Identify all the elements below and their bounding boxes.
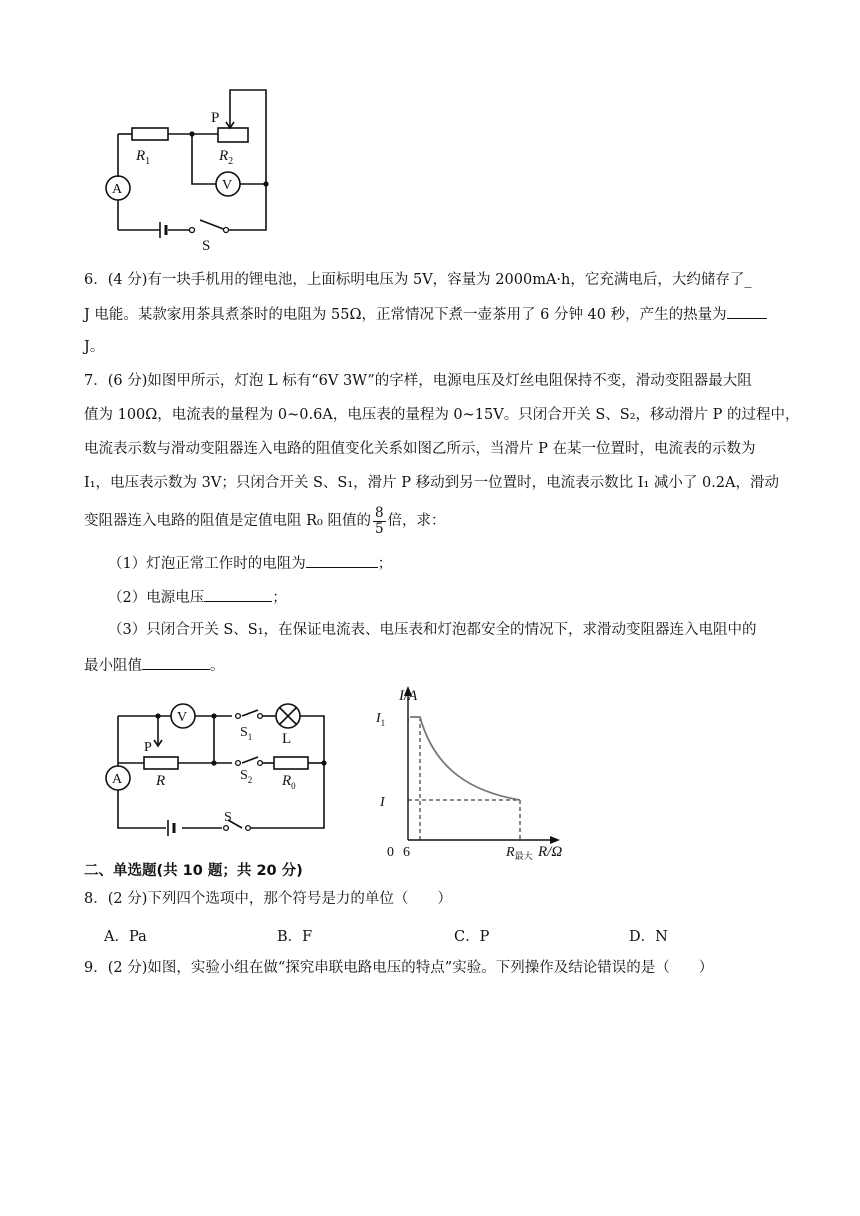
q6-line-1: 6．(4 分)有一块手机用的锂电池，上面标明电压为 5V，容量为 2000mA·h，它充满电后，大约储存了_ xyxy=(84,272,752,288)
svg-text:L: L xyxy=(282,731,292,747)
current-resistance-graph xyxy=(370,680,570,860)
svg-text:I1: $I_1$ xyxy=(376,711,386,728)
q8-option-a[interactable]: A．Pa xyxy=(104,929,147,945)
current-curve xyxy=(410,717,520,800)
rheostat-r2 xyxy=(218,128,248,142)
label-r2: R xyxy=(219,148,229,164)
q7-sub-1: （1）灯泡正常工作时的电阻为 ； xyxy=(108,552,838,574)
ammeter-label: A xyxy=(112,182,123,197)
q6-line-3: J。 xyxy=(84,339,105,355)
q9-stem: 9．(2 分)如图，实验小组在做“探究串联电路电压的特点”实验。下列操作及结论错误的是（ ） xyxy=(84,960,714,976)
svg-text:R0: $R_0$ xyxy=(282,773,296,791)
section-heading: 二、单选题(共 10 题；共 20 分) xyxy=(84,863,303,879)
svg-text:0: 0 xyxy=(387,845,394,860)
answer-blank-2[interactable] xyxy=(204,586,272,602)
svg-text:V: V xyxy=(177,710,188,725)
svg-text:I/A: I/A xyxy=(399,688,418,704)
svg-text:S1: $S_1$ xyxy=(240,725,253,742)
svg-text:I: I xyxy=(380,795,385,810)
q8-option-d[interactable]: D．N xyxy=(629,929,668,945)
resistor-r0 xyxy=(274,757,308,769)
q7-line-5: 变阻器连入电路的阻值是定值电阻 R₀ 阻值的 $\frac{8}{5}$ 倍，求： xyxy=(84,504,446,537)
label-s: S xyxy=(202,238,211,254)
fraction-8-5: $\frac{8}{5}$ xyxy=(374,504,384,537)
q7-sub-2: （2）电源电压 ； xyxy=(108,586,838,608)
svg-text:S2: $S_2$ xyxy=(240,768,253,785)
svg-text:R/Ω: R/Ω xyxy=(538,844,563,860)
svg-text:R: R xyxy=(156,773,166,789)
svg-text:R1: $R_1$ xyxy=(136,148,151,167)
rheostat-r xyxy=(144,757,178,769)
q6-line-2: J 电能。某款家用茶具煮茶时的电阻为 55Ω，正常情况下煮一壶茶用了 6 分钟 40 秒，产生的热量为 xyxy=(84,303,814,325)
label-r1: R xyxy=(136,148,146,164)
voltmeter-label: V xyxy=(222,178,233,193)
q7-line-2: 值为 100Ω，电流表的量程为 0~0.6A，电压表的量程为 0~15V。只闭合开关 S、S₂，移动滑片 P 的过程中， xyxy=(84,407,800,423)
q7-sub-3-cont: 最小阻值 。 xyxy=(84,654,814,676)
circuit-diagram-2 xyxy=(102,696,338,838)
svg-text:S: S xyxy=(224,810,232,825)
q7-sub-3: （3）只闭合开关 S、S₁，在保证电流表、电压表和灯泡都安全的情况下，求滑动变阻器连入电阻中的 xyxy=(108,622,757,638)
circuit-diagram-1 xyxy=(100,84,290,254)
answer-blank-heat[interactable] xyxy=(727,303,767,319)
svg-text:R最大: $R_{最大}$ xyxy=(506,845,533,860)
resistor-r1 xyxy=(132,128,168,140)
q7-line-4: I₁，电压表示数为 3V；只闭合开关 S、S₁，滑片 P 移动到另一位置时，电流表示数比 I₁ 减小了 0.2A，滑动 xyxy=(84,475,780,491)
svg-text:R2: $R_2$ xyxy=(219,148,234,167)
svg-text:A: A xyxy=(112,772,123,787)
q8-option-b[interactable]: B．F xyxy=(277,929,313,945)
label-p: P xyxy=(211,110,220,126)
q8-stem: 8．(2 分)下列四个选项中，那个符号是力的单位（ ） xyxy=(84,891,452,907)
svg-text:P: P xyxy=(144,740,152,755)
answer-blank-1[interactable] xyxy=(306,552,378,568)
answer-blank-3[interactable] xyxy=(142,654,210,670)
q7-line-3: 电流表示数与滑动变阻器连入电路的阻值变化关系如图乙所示，当滑片 P 在某一位置时，电流表的示数为 xyxy=(84,441,756,457)
svg-text:6: 6 xyxy=(403,845,410,860)
q8-option-c[interactable]: C．P xyxy=(454,929,490,945)
q7-line-1: 7．(6 分)如图甲所示，灯泡 L 标有“6V 3W”的字样，电源电压及灯丝电阻保持不变，滑动变阻器最大阻 xyxy=(84,373,752,389)
